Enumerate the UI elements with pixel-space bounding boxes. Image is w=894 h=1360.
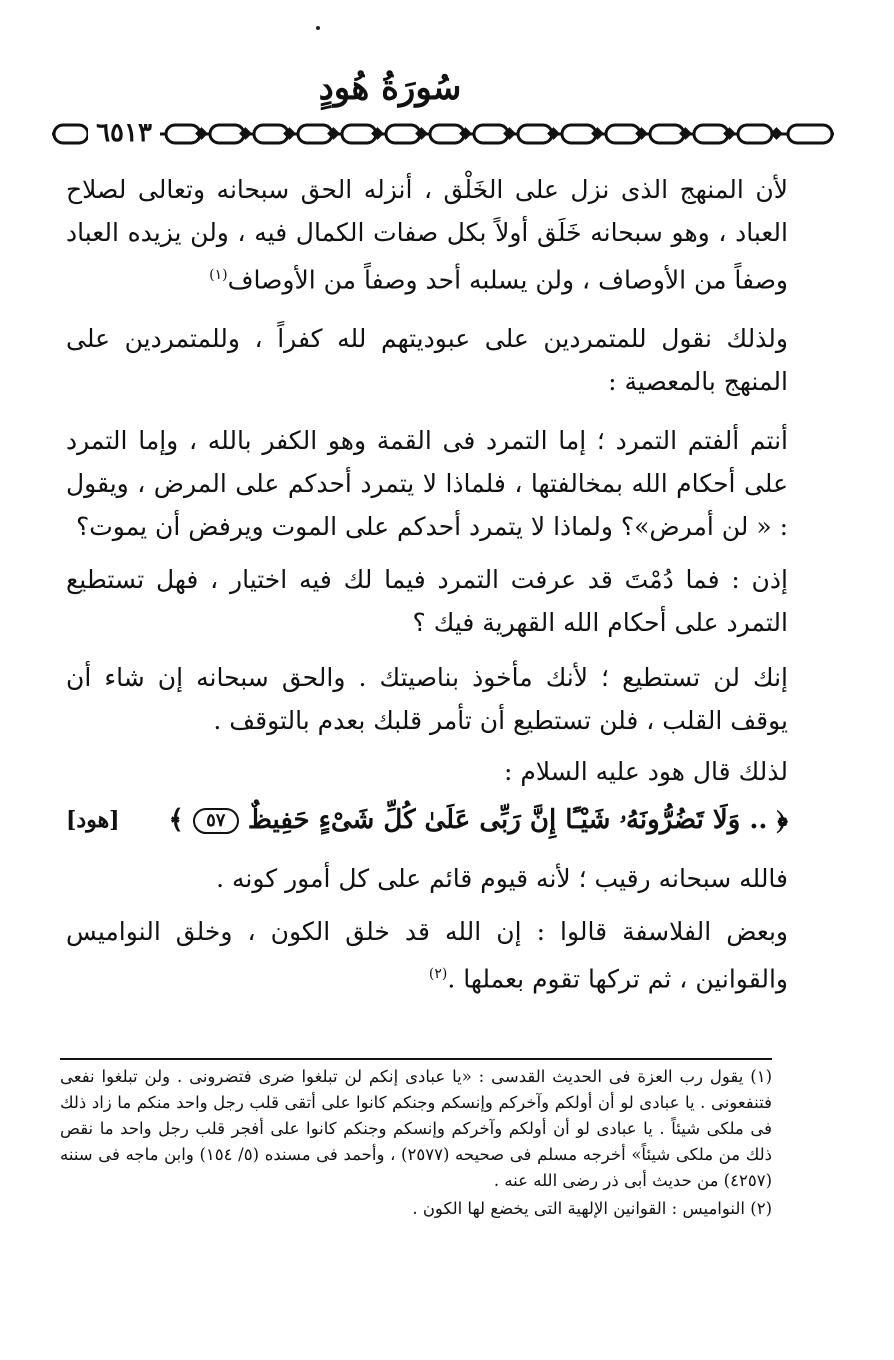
paragraph: فالله سبحانه رقيب ؛ لأنه قيوم قائم على كل أمور كونه . <box>216 864 788 894</box>
footnote-marker: (٢) <box>428 966 448 983</box>
paragraph: إنك لن تستطيع ؛ لأنك مأخوذ بناصيتك . والحق سبحانه إن شاء أن يوقف القلب ، فلن تستطيع أن تأمر قلبك بعدم بالتوقف . <box>66 663 788 736</box>
paragraph: إذن : فما دُمْتَ قد عرفت التمرد فيما لك فيه اختيار ، فهل تستطيع التمرد على أحكام الله القهرية فيك ؟ <box>66 565 788 638</box>
footnote-2: (٢) النواميس : القوانين الإلهية التى يخضع لها الكون . <box>412 1199 772 1218</box>
footnotes <box>60 1064 772 1314</box>
verse-text: وَلَا تَضُرُّونَهُۥ شَيْـًٔا إِنَّ رَبِّى عَلَىٰ كُلِّ شَىْءٍ حَفِيظٌ <box>247 805 741 836</box>
footnote-1: (١) يقول رب العزة فى الحديث القدسى : «يا عبادى إنكم لن تبلغوا ضرى فتضرونى . ولن تبلغوا نفعى فتنفعونى . يا عبادى لو أن أولكم وآخركم وإنسكم وجنكم كانوا على أتقى قلب رجل واحد منكم ما زاد ذلك فى ملكى شيئاً . يا عبادى لو أن أولكم وآخركم وإنسكم وجنكم كانوا على أفجر قلب رجل واحد ما نقص ذلك من ملكى شيئاً» أخرجه مسلم فى صحيحه (٢٥٧٧) ، وأحمد فى مسنده (٥/ ١٥٤) وابن ماجه فى سننه (٤٢٥٧) من حديث أبى ذر رضى الله عنه . <box>60 1067 773 1190</box>
verse-close-bracket: ﴾ <box>168 805 193 836</box>
surah-reference: [هود] <box>66 807 120 834</box>
ink-dot <box>316 26 320 30</box>
paragraph-text: لأن المنهج الذى نزل على الخَلْق ، أنزله الحق سبحانه وتعالى لصلاح العباد ، وهو سبحانه خَلَق أولاً بكل صفات الكمال فيه ، ولن يزيده العباد وصفاً من الأوصاف ، ولن يسلبه أحد وصفاً من الأوصاف <box>66 175 788 295</box>
footnote-separator <box>60 1058 772 1060</box>
verse-text-line <box>169 805 789 836</box>
surah-header-title: سُورَةُ هُودٍ <box>318 68 462 108</box>
decorative-chain-border <box>48 118 838 150</box>
paragraph <box>66 168 788 301</box>
paragraph <box>66 910 788 1000</box>
paragraph: أنتم ألفتم التمرد ؛ إما التمرد فى القمة وهو الكفر بالله ، وإما التمرد على أحكام الله بمخالفتها ، فلماذا لا يتمرد أحدكم على المرض ، ويقول : « لن أمرض»؟ ولماذا لا يتمرد أحدكم على الموت ويرفض أن يموت؟ <box>66 426 788 542</box>
footnote-marker: (١) <box>209 267 228 283</box>
page-number: ٦٥١٣ <box>88 116 160 150</box>
verse-number-badge: ٥٧ <box>193 808 239 834</box>
verse-open-bracket: ﴿ .. <box>740 805 788 836</box>
paragraph: ولذلك نقول للمتمردين على عبوديتهم لله كفراً ، وللمتمردين على المنهج بالمعصية : <box>66 324 788 397</box>
quran-verse <box>66 803 788 847</box>
main-text <box>66 168 788 1048</box>
paragraph-text: وبعض الفلاسفة قالوا : إن الله قد خلق الكون ، وخلق النواميس والقوانين ، ثم تركها تقوم بعملها . <box>66 917 788 994</box>
paragraph: لذلك قال هود عليه السلام : <box>504 757 788 787</box>
